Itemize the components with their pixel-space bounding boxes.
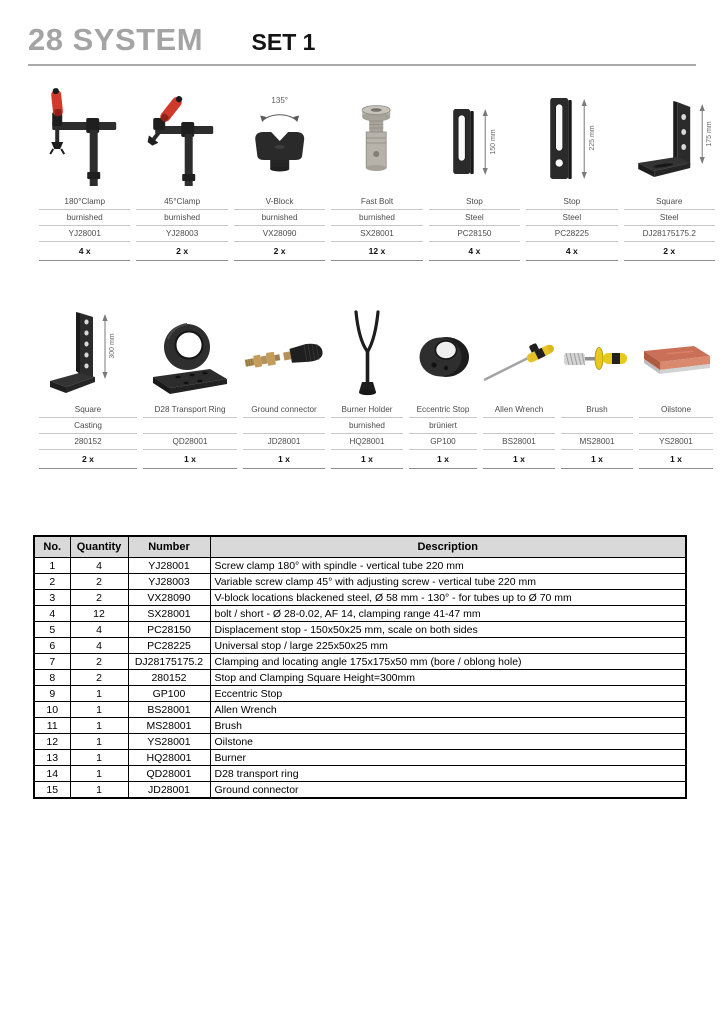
product-card-fast-bolt — [328, 88, 425, 261]
product-card-eccentric-stop — [406, 306, 480, 469]
product-quantity: 1 x — [143, 450, 237, 469]
product-number: 280152 — [39, 434, 137, 450]
square-300-dim-label: 300 mm — [109, 333, 116, 359]
product-material: brüniert — [409, 418, 477, 434]
product-material: burnished — [331, 210, 422, 226]
table-row — [34, 638, 686, 654]
product-number: HQ28001 — [331, 434, 403, 450]
product-name: 45°Clamp — [136, 194, 227, 210]
product-quantity: 1 x — [483, 450, 555, 469]
product-card-clamp-45 — [133, 88, 230, 261]
ground-connector-image — [240, 306, 328, 402]
table-row — [34, 558, 686, 574]
set-title: SET 1 — [251, 29, 316, 55]
cell-no: 4 — [34, 606, 70, 622]
product-material — [561, 418, 633, 434]
table-row — [34, 750, 686, 766]
product-material — [483, 418, 555, 434]
stop-150-image — [426, 88, 523, 194]
eccentric-stop-image — [406, 306, 480, 402]
product-card-clamp-180 — [36, 88, 133, 261]
cell-number: PC28150 — [128, 622, 210, 638]
product-number: PC28225 — [526, 226, 617, 242]
cell-no: 15 — [34, 782, 70, 799]
cell-no: 2 — [34, 574, 70, 590]
product-name: Eccentric Stop — [409, 402, 477, 418]
cell-description: Displacement stop - 150x50x25 mm, scale on both sides — [210, 622, 686, 638]
product-name: Brush — [561, 402, 633, 418]
clamp-45-image — [133, 88, 230, 194]
product-number: JD28001 — [243, 434, 325, 450]
dimension-175 — [699, 104, 713, 164]
product-material: burnished — [331, 418, 403, 434]
product-number: SX28001 — [331, 226, 422, 242]
dimension-150 — [482, 109, 497, 175]
table-row — [34, 654, 686, 670]
cell-description: Stop and Clamping Square Height=300mm — [210, 670, 686, 686]
product-quantity: 2 x — [136, 242, 227, 261]
product-card-stop-150 — [426, 88, 523, 261]
table-header-row — [34, 536, 686, 558]
product-material: burnished — [136, 210, 227, 226]
cell-number: YJ28003 — [128, 574, 210, 590]
product-number: DJ28175175.2 — [624, 226, 715, 242]
fast-bolt-image — [328, 88, 425, 194]
table-row — [34, 766, 686, 782]
cell-number: SX28001 — [128, 606, 210, 622]
product-quantity: 2 x — [234, 242, 325, 261]
product-material: burnished — [39, 210, 130, 226]
cell-description: Brush — [210, 718, 686, 734]
product-material: Steel — [624, 210, 715, 226]
cell-number: 280152 — [128, 670, 210, 686]
product-name: Allen Wrench — [483, 402, 555, 418]
product-material: burnished — [234, 210, 325, 226]
cell-number: VX28090 — [128, 590, 210, 606]
cell-no: 8 — [34, 670, 70, 686]
cell-description: Clamping and locating angle 175x175x50 mm (bore / oblong hole) — [210, 654, 686, 670]
product-name: Stop — [526, 194, 617, 210]
table-row — [34, 590, 686, 606]
col-header-number: Number — [128, 536, 210, 558]
cell-number: PC28225 — [128, 638, 210, 654]
product-name: Oilstone — [639, 402, 713, 418]
cell-no: 7 — [34, 654, 70, 670]
cell-description: Eccentric Stop — [210, 686, 686, 702]
product-number: YJ28001 — [39, 226, 130, 242]
table-row — [34, 782, 686, 799]
col-header-quantity: Quantity — [70, 536, 128, 558]
transport-ring-image — [140, 306, 240, 402]
product-name: D28 Transport Ring — [143, 402, 237, 418]
product-quantity: 12 x — [331, 242, 422, 261]
cell-no: 13 — [34, 750, 70, 766]
cell-quantity: 1 — [70, 750, 128, 766]
cell-no: 3 — [34, 590, 70, 606]
product-name: V-Block — [234, 194, 325, 210]
product-number: BS28001 — [483, 434, 555, 450]
cell-number: MS28001 — [128, 718, 210, 734]
cell-description: Variable screw clamp 45° with adjusting screw - vertical tube 220 mm — [210, 574, 686, 590]
cell-no: 9 — [34, 686, 70, 702]
product-card-allen-wrench — [480, 306, 558, 469]
cell-no: 12 — [34, 734, 70, 750]
cell-description: Allen Wrench — [210, 702, 686, 718]
product-card-ground-connector — [240, 306, 328, 469]
cell-description: Ground connector — [210, 782, 686, 799]
product-material: Casting — [39, 418, 137, 434]
clamp-180-image — [36, 88, 133, 194]
product-card-square-175 — [621, 88, 718, 261]
cell-number: YS28001 — [128, 734, 210, 750]
product-material: Steel — [429, 210, 520, 226]
cell-no: 5 — [34, 622, 70, 638]
product-name: Stop — [429, 194, 520, 210]
page-header — [28, 22, 696, 58]
cell-no: 10 — [34, 702, 70, 718]
cell-quantity: 1 — [70, 734, 128, 750]
product-quantity: 4 x — [429, 242, 520, 261]
product-quantity: 2 x — [624, 242, 715, 261]
v-block-image — [231, 88, 328, 194]
cell-quantity: 1 — [70, 766, 128, 782]
product-number: MS28001 — [561, 434, 633, 450]
product-material: Steel — [526, 210, 617, 226]
product-number: PC28150 — [429, 226, 520, 242]
product-material — [143, 418, 237, 434]
product-quantity: 1 x — [331, 450, 403, 469]
parts-table — [33, 535, 687, 799]
product-quantity: 2 x — [39, 450, 137, 469]
table-row — [34, 702, 686, 718]
col-header-description: Description — [210, 536, 686, 558]
product-name: Square — [624, 194, 715, 210]
product-quantity: 1 x — [243, 450, 325, 469]
dimension-225 — [582, 99, 597, 179]
stop-150-dim-label: 150 mm — [489, 129, 497, 155]
cell-quantity: 2 — [70, 590, 128, 606]
v-block-angle-label: 135° — [271, 96, 288, 105]
table-row — [34, 606, 686, 622]
parts-table-body — [34, 558, 686, 799]
product-quantity: 1 x — [639, 450, 713, 469]
allen-wrench-image — [480, 306, 558, 402]
square-300-image — [36, 306, 140, 402]
cell-number: BS28001 — [128, 702, 210, 718]
oilstone-image — [636, 306, 716, 402]
product-name: Burner Holder — [331, 402, 403, 418]
cell-no: 1 — [34, 558, 70, 574]
cell-number: QD28001 — [128, 766, 210, 782]
product-name: 180°Clamp — [39, 194, 130, 210]
product-quantity: 4 x — [526, 242, 617, 261]
cell-description: Screw clamp 180° with spindle - vertical tube 220 mm — [210, 558, 686, 574]
cell-quantity: 4 — [70, 558, 128, 574]
burner-holder-image — [328, 306, 406, 402]
table-row — [34, 574, 686, 590]
cell-quantity: 1 — [70, 702, 128, 718]
cell-quantity: 12 — [70, 606, 128, 622]
stop-225-dim-label: 225 mm — [589, 125, 597, 151]
cell-quantity: 1 — [70, 782, 128, 799]
product-number: GP100 — [409, 434, 477, 450]
cell-number: YJ28001 — [128, 558, 210, 574]
cell-quantity: 4 — [70, 638, 128, 654]
product-number: YS28001 — [639, 434, 713, 450]
product-number: QD28001 — [143, 434, 237, 450]
product-number: VX28090 — [234, 226, 325, 242]
product-card-brush — [558, 306, 636, 469]
cell-number: GP100 — [128, 686, 210, 702]
stop-225-image — [523, 88, 620, 194]
cell-number: HQ28001 — [128, 750, 210, 766]
cell-no: 14 — [34, 766, 70, 782]
cell-description: D28 transport ring — [210, 766, 686, 782]
table-row — [34, 686, 686, 702]
product-card-stop-225 — [523, 88, 620, 261]
cell-no: 6 — [34, 638, 70, 654]
cell-description: Burner — [210, 750, 686, 766]
cell-quantity: 4 — [70, 622, 128, 638]
cell-no: 11 — [34, 718, 70, 734]
cell-number: DJ28175175.2 — [128, 654, 210, 670]
cell-description: V-block locations blackened steel, Ø 58 mm - 130° - for tubes up to Ø 70 mm — [210, 590, 686, 606]
product-name: Ground connector — [243, 402, 325, 418]
table-row — [34, 622, 686, 638]
square-175-dim-label: 175 mm — [705, 121, 713, 147]
product-row-1 — [36, 88, 718, 261]
dimension-300 — [102, 314, 116, 379]
product-card-burner-holder — [328, 306, 406, 469]
product-card-oilstone — [636, 306, 716, 469]
cell-quantity: 2 — [70, 670, 128, 686]
cell-quantity: 2 — [70, 654, 128, 670]
cell-quantity: 2 — [70, 574, 128, 590]
product-material — [243, 418, 325, 434]
product-name: Fast Bolt — [331, 194, 422, 210]
product-name: Square — [39, 402, 137, 418]
cell-description: Oilstone — [210, 734, 686, 750]
table-row — [34, 670, 686, 686]
product-card-v-block — [231, 88, 328, 261]
cell-description: bolt / short - Ø 28-0.02, AF 14, clamping range 41-47 mm — [210, 606, 686, 622]
product-number: YJ28003 — [136, 226, 227, 242]
product-card-transport-ring — [140, 306, 240, 469]
cell-number: JD28001 — [128, 782, 210, 799]
square-175-image — [621, 88, 718, 194]
product-row-2 — [36, 306, 716, 469]
product-material — [639, 418, 713, 434]
cell-description: Universal stop / large 225x50x25 mm — [210, 638, 686, 654]
product-card-square-300 — [36, 306, 140, 469]
brand-title: 28 SYSTEM — [28, 22, 204, 57]
product-quantity: 1 x — [409, 450, 477, 469]
table-row — [34, 734, 686, 750]
table-row — [34, 718, 686, 734]
cell-quantity: 1 — [70, 686, 128, 702]
product-quantity: 4 x — [39, 242, 130, 261]
header-divider — [28, 64, 696, 66]
cell-quantity: 1 — [70, 718, 128, 734]
brush-image — [558, 306, 636, 402]
col-header-no: No. — [34, 536, 70, 558]
product-quantity: 1 x — [561, 450, 633, 469]
